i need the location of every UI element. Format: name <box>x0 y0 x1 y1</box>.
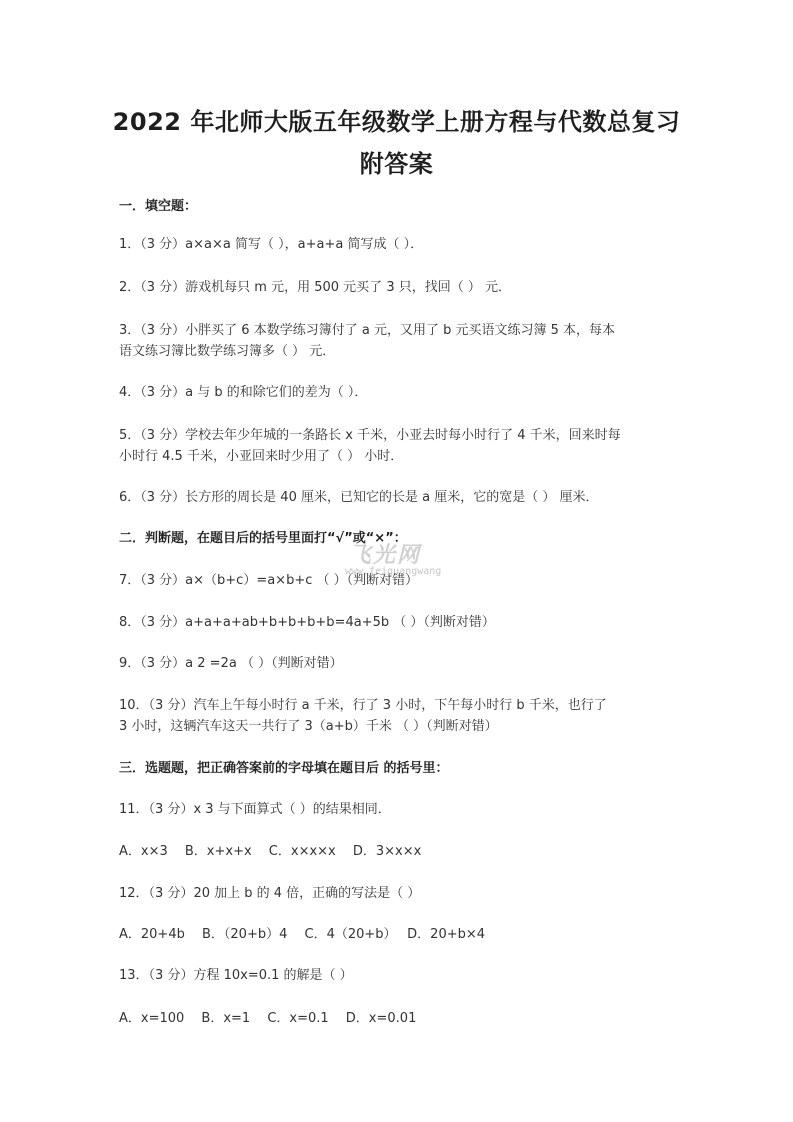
section-heading-fill-in: 一．填空题： <box>119 199 198 214</box>
question-1: 1．（3 分）a×a×a 简写（ ），a+a+a 简写成（ ）． <box>119 237 424 252</box>
question-2: 2．（3 分）游戏机每只 m 元，用 500 元买了 3 只，找回（ ） 元． <box>119 280 511 295</box>
watermark-url: www.feiguangwang <box>345 566 442 577</box>
question-12: 12．（3 分）20 加上 b 的 4 倍，正确的写法是（ ） <box>119 886 421 901</box>
question-9: 9．（3 分）a 2 =2a （ ）（判断对错） <box>119 656 343 671</box>
question-3-line1: 3．（3 分）小胖买了 6 本数学练习簿付了 a 元，又用了 b 元买语文练习簿 5 本，每本 <box>119 323 615 338</box>
question-3-line2: 语文练习簿比数学练习簿多（ ） 元． <box>119 344 336 359</box>
question-11: 11．（3 分）x 3 与下面算式（ ）的结果相同． <box>119 802 391 817</box>
section-heading-true-false: 二．判断题，在题目后的括号里面打“√”或“×”： <box>119 531 407 546</box>
question-5-line1: 5．（3 分）学校去年少年城的一条路长 x 千米，小亚去时每小时行了 4 千米，回来时每 <box>119 428 621 443</box>
question-5-line2: 小时行 4.5 千米，小亚回来时少用了（ ） 小时． <box>119 449 404 464</box>
question-7: 7．（3 分）a×（b+c）=a×b+c （ ）（判断对错） <box>119 573 419 588</box>
document-title-line1: 2022 年北师大版五年级数学上册方程与代数总复习 <box>112 108 681 136</box>
document-title-line2: 附答案 <box>359 150 434 178</box>
question-12-options: A．20+4b B．（20+b）4 C．4（20+b） D．20+b×4 <box>119 927 486 942</box>
question-10-line1: 10．（3 分）汽车上午每小时行 a 千米，行了 3 小时，下午每小时行 b 千米，也行了 <box>119 698 607 713</box>
question-10-line2: 3 小时，这辆汽车这天一共行了 3（a+b）千米 （ ）（判断对错） <box>119 719 498 734</box>
question-11-options: A．x×3 B．x+x+x C．x×x×x D．3×x×x <box>119 844 422 859</box>
section-heading-multiple-choice: 三．选题题，把正确答案前的字母填在题目后 的括号里： <box>119 761 449 776</box>
question-4: 4．（3 分）a 与 b 的和除它们的差为（ ）． <box>119 385 368 400</box>
question-8: 8．（3 分）a+a+a+ab+b+b+b+b=4a+5b （ ）（判断对错） <box>119 615 495 630</box>
question-13-options: A．x=100 B．x=1 C．x=0.1 D．x=0.01 <box>119 1011 417 1026</box>
question-6: 6．（3 分）长方形的周长是 40 厘米，已知它的长是 a 厘米，它的宽是（ ） 厘米． <box>119 490 599 505</box>
watermark-text: 飞光网 <box>349 543 422 568</box>
question-13: 13．（3 分）方程 10x=0.1 的解是（ ） <box>119 968 353 983</box>
